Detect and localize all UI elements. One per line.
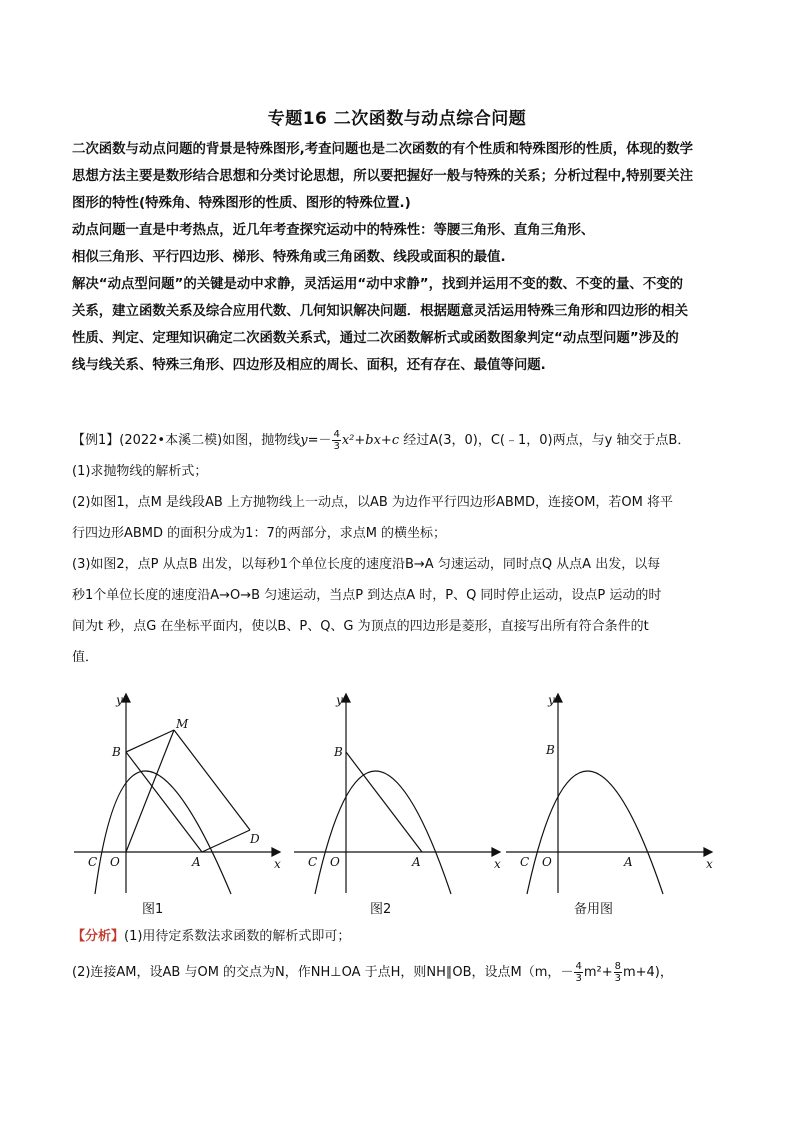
label-x: x <box>706 857 713 871</box>
label-O: O <box>330 855 340 869</box>
analysis-label: 【分析】 <box>72 929 125 944</box>
question-3-line-1: (3)如图2，点P 从点B 出发，以每秒1个单位长度的速度沿B→A 匀速运动，同时点Q 从点A 出发，以每 <box>72 557 661 572</box>
label-M: M <box>176 717 189 731</box>
question-3-line-2: 秒1个单位长度的速度沿A→O→B 匀速运动，当点P 到达点A 时，P、Q 同时停止运动，设点P 运动的时 <box>72 588 662 603</box>
example-stem-b: 经过A(3，0)，C(﹣1，0)两点，与y 轴交于点B． <box>399 433 691 448</box>
fraction-denominator: 3 <box>333 441 340 452</box>
fraction-4-3 <box>332 429 340 452</box>
fraction-denominator: 3 <box>575 973 582 984</box>
label-B: B <box>334 745 343 759</box>
figure-1-caption: 图1 <box>142 902 164 917</box>
parabola <box>315 771 451 894</box>
question-3-line-3: 间为t 秒，点G 在坐标平面内，使以B、P、Q、G 为顶点的四边形是菱形，直接写出所有符合条件的t <box>72 619 649 634</box>
intro-line: 动点问题一直是中考热点，近几年考查探究运动中的特殊性：等腰三角形、直角三角形、 <box>72 223 595 238</box>
equation-y: y <box>300 433 308 448</box>
fraction-8-3 <box>614 961 622 984</box>
equation-rest: x²+bx+c <box>341 433 400 448</box>
y-axis-arrow <box>342 694 350 702</box>
example-source: (2022•本溪二模) <box>119 433 223 448</box>
example-label: 【例1】 <box>72 433 120 448</box>
intro-line: 线与线关系、特殊三角形、四边形及相应的周长、面积，还有存在、最值等问题. <box>72 358 546 373</box>
y-axis-arrow <box>554 694 562 702</box>
intro-line: 二次函数与动点问题的背景是特殊图形,考查问题也是二次函数的有个性质和特殊图形的性质，体现的数学 <box>72 142 694 157</box>
label-y: y <box>336 693 343 707</box>
question-3-line-4: 值． <box>72 650 99 665</box>
label-A: A <box>412 855 421 869</box>
segment-BA <box>126 752 202 852</box>
intro-line: 相似三角形、平行四边形、梯形、特殊角或三角函数、线段或面积的最值. <box>72 250 506 265</box>
analysis-2-neg: － <box>560 965 574 980</box>
segment-AD <box>202 830 250 852</box>
example-stem-a: 如图，抛物线 <box>222 433 301 448</box>
label-y: y <box>548 693 555 707</box>
label-y: y <box>116 693 123 707</box>
analysis-line-1 <box>72 922 732 952</box>
question-2-line-2: 行四边形ABMD 的面积分成为1：7的两部分，求点M 的横坐标； <box>72 526 447 541</box>
label-x: x <box>494 857 501 871</box>
label-B: B <box>112 745 121 759</box>
page-title: 专题16 二次函数与动点综合问题 <box>267 109 527 129</box>
analysis-line-2 <box>72 958 732 988</box>
segment-MD <box>174 730 250 830</box>
parabola <box>527 771 663 894</box>
intro-line: 图形的特性(特殊角、特殊图形的性质、图形的特殊位置.) <box>72 196 411 211</box>
fraction-numerator: 4 <box>575 961 582 972</box>
label-C: C <box>308 855 318 869</box>
x-axis-arrow <box>492 848 500 856</box>
y-axis-arrow <box>122 694 130 702</box>
label-C: C <box>88 855 98 869</box>
intro-line: 性质、判定、定理知识确定二次函数关系式，通过二次函数解析式或函数图象判定“动点型问题”涉及的 <box>72 331 679 346</box>
intro-line: 思想方法主要是数形结合思想和分类讨论思想，所以要把握好一般与特殊的关系；分析过程中,特别要关注 <box>72 169 694 184</box>
figure-3-caption: 备用图 <box>574 902 614 917</box>
example-stem <box>72 425 732 456</box>
analysis-block <box>72 922 732 988</box>
question-1: (1)求抛物线的解析式； <box>72 464 208 479</box>
figure-1 <box>68 688 288 898</box>
analysis-2-prefix: (2)连接AM，设AB 与OM 的交点为N，作NH⊥OA 于点H，则NH∥OB，设点M（m， <box>72 965 561 980</box>
fraction-4-3 <box>574 961 582 984</box>
label-B: B <box>546 743 555 757</box>
x-axis-arrow <box>704 848 712 856</box>
intro-line: 解决“动点型问题”的关键是动中求静，灵活运用“动中求静”，找到并运用不变的数、不变的量、不变的 <box>72 277 683 292</box>
intro-text <box>72 136 724 379</box>
fraction-numerator: 4 <box>333 429 340 440</box>
fraction-numerator: 8 <box>614 961 621 972</box>
label-O: O <box>110 855 120 869</box>
fraction-denominator: 3 <box>614 973 621 984</box>
analysis-1: (1)用待定系数法求函数的解析式即可； <box>124 929 351 944</box>
figure-2 <box>288 688 508 898</box>
label-C: C <box>520 855 530 869</box>
x-axis-arrow <box>272 848 280 856</box>
label-A: A <box>192 855 201 869</box>
label-O: O <box>542 855 552 869</box>
label-D: D <box>250 832 260 846</box>
label-x: x <box>274 857 281 871</box>
analysis-2-end: m+4)， <box>622 965 673 980</box>
label-A: A <box>624 855 633 869</box>
equation-eq: =－ <box>307 433 332 448</box>
analysis-2-mid: m²+ <box>583 965 613 980</box>
parabola <box>95 771 231 894</box>
segment-BA <box>346 752 422 852</box>
intro-line: 关系，建立函数关系及综合应用代数、几何知识解决问题．根据题意灵活运用特殊三角形和四边形的相关 <box>72 304 688 319</box>
question-2-line-1: (2)如图1，点M 是线段AB 上方抛物线上一动点，以AB 为边作平行四边形ABMD，连接OM，若OM 将平 <box>72 495 673 510</box>
figure-3 <box>500 688 720 898</box>
example-block <box>72 425 732 673</box>
figure-2-caption: 图2 <box>370 902 392 917</box>
